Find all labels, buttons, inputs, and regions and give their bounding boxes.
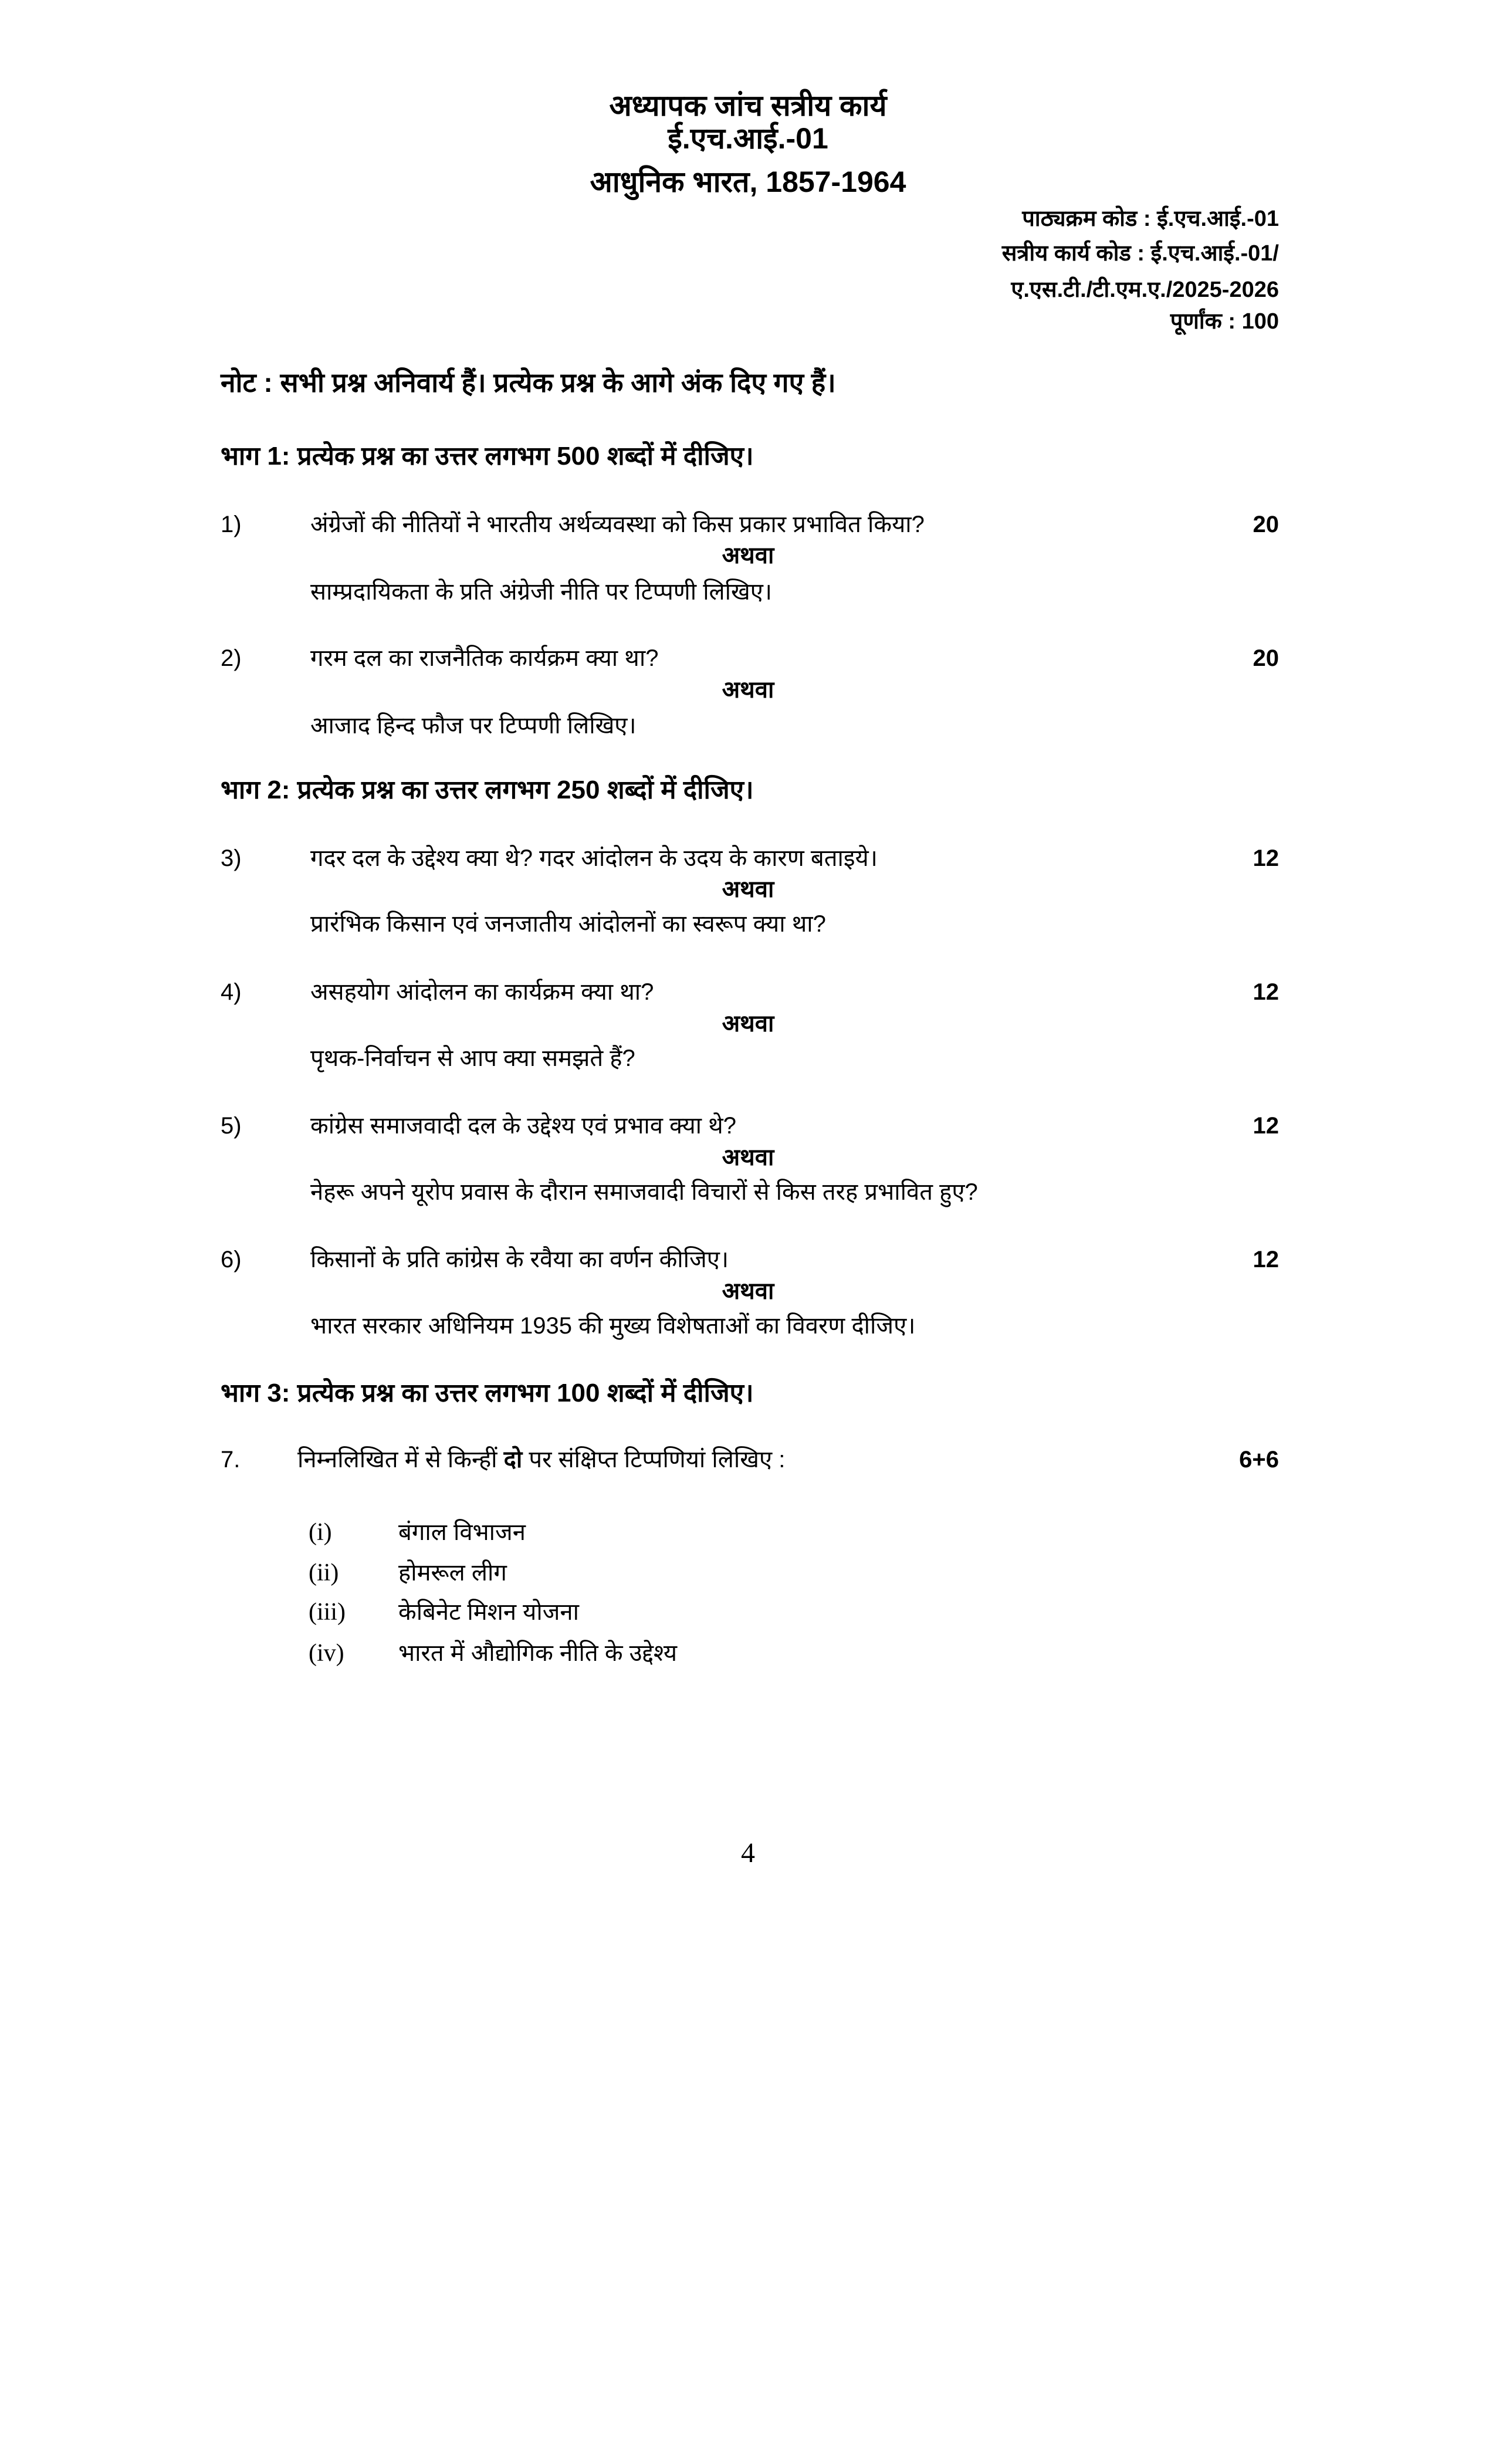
question-marks: 20	[1253, 512, 1279, 537]
item-text: भारत में औद्योगिक नीति के उद्देश्य	[398, 1640, 678, 1666]
question-number: 1)	[221, 512, 242, 537]
item-label: (i)	[309, 1519, 332, 1546]
question-number: 2)	[221, 645, 242, 671]
question-text: असहयोग आंदोलन का कार्यक्रम क्या था?	[310, 979, 654, 1005]
question-alternative: भारत सरकार अधिनियम 1935 की मुख्य विशेषताओं का विवरण दीजिए।	[310, 1313, 916, 1339]
instructions-note: नोट : सभी प्रश्न अनिवार्य हैं। प्रत्येक प्रश्न के आगे अंक दिए गए हैं।	[221, 367, 836, 398]
assignment-code-cont: ए.एस.टी./टी.एम.ए./2025-2026	[1011, 277, 1279, 302]
course-name-title: आधुनिक भारत, 1857-1964	[590, 165, 906, 198]
item-label: (ii)	[309, 1559, 339, 1586]
question-marks: 12	[1253, 1247, 1279, 1272]
or-label: अथवा	[722, 1278, 774, 1304]
course-code: पाठ्यक्रम कोड : ई.एच.आई.-01	[1022, 207, 1279, 231]
max-marks: पूर्णांक : 100	[1170, 309, 1279, 334]
question-text: कांग्रेस समाजवादी दल के उद्देश्य एवं प्रभाव क्या थे?	[310, 1113, 736, 1139]
question-alternative: पृथक-निर्वाचन से आप क्या समझते हैं?	[310, 1045, 635, 1071]
assignment-code: सत्रीय कार्य कोड : ई.एच.आई.-01/	[1001, 241, 1279, 266]
document-title: अध्यापक जांच सत्रीय कार्य	[609, 89, 887, 122]
part-3-heading: भाग 3: प्रत्येक प्रश्न का उत्तर लगभग 100 शब्दों में दीजिए।	[221, 1379, 754, 1407]
question-number: 6)	[221, 1247, 242, 1272]
course-code-title: ई.एच.आई.-01	[668, 122, 828, 155]
question-alternative: साम्प्रदायिकता के प्रति अंग्रेजी नीति पर टिप्पणी लिखिए।	[310, 579, 773, 605]
question-text: गदर दल के उद्देश्य क्या थे? गदर आंदोलन के उदय के कारण बताइये।	[310, 845, 878, 871]
page-number: 4	[741, 1837, 755, 1869]
question-alternative: नेहरू अपने यूरोप प्रवास के दौरान समाजवादी विचारों से किस तरह प्रभावित हुए?	[310, 1179, 978, 1205]
question-alternative: प्रारंभिक किसान एवं जनजातीय आंदोलनों का स्वरूप क्या था?	[310, 911, 826, 937]
question-text	[297, 1444, 785, 1475]
question-text: अंग्रेजों की नीतियों ने भारतीय अर्थव्यवस्था को किस प्रकार प्रभावित किया?	[310, 512, 925, 537]
or-label: अथवा	[722, 677, 774, 703]
question-marks: 20	[1253, 645, 1279, 671]
question-text: किसानों के प्रति कांग्रेस के रवैया का वर्णन कीजिए।	[310, 1247, 729, 1272]
question-number: 5)	[221, 1113, 242, 1139]
item-text: केबिनेट मिशन योजना	[398, 1599, 579, 1625]
item-text: होमरूल लीग	[398, 1560, 507, 1586]
or-label: अथवा	[722, 876, 774, 902]
question-marks: 12	[1253, 1113, 1279, 1139]
or-label: अथवा	[722, 1011, 774, 1037]
question-text-before: निम्नलिखित में से किन्हीं	[297, 1447, 504, 1473]
part-2-heading: भाग 2: प्रत्येक प्रश्न का उत्तर लगभग 250 शब्दों में दीजिए।	[221, 776, 754, 804]
question-text: गरम दल का राजनैतिक कार्यक्रम क्या था?	[310, 645, 659, 671]
or-label: अथवा	[722, 1145, 774, 1170]
item-label: (iii)	[309, 1599, 346, 1626]
item-text: बंगाल विभाजन	[398, 1519, 526, 1545]
question-marks: 12	[1253, 845, 1279, 871]
question-number: 7.	[221, 1447, 241, 1473]
question-marks: 12	[1253, 979, 1279, 1005]
question-text-emphasis: दो	[503, 1447, 523, 1473]
question-marks: 6+6	[1239, 1447, 1279, 1473]
or-label: अथवा	[722, 543, 774, 568]
question-alternative: आजाद हिन्द फौज पर टिप्पणी लिखिए।	[310, 713, 637, 739]
question-number: 3)	[221, 845, 242, 871]
item-label: (iv)	[309, 1640, 344, 1667]
question-text-after: पर संक्षिप्त टिप्पणियां लिखिए :	[522, 1447, 786, 1473]
question-number: 4)	[221, 979, 242, 1005]
part-1-heading: भाग 1: प्रत्येक प्रश्न का उत्तर लगभग 500 शब्दों में दीजिए।	[221, 442, 754, 471]
